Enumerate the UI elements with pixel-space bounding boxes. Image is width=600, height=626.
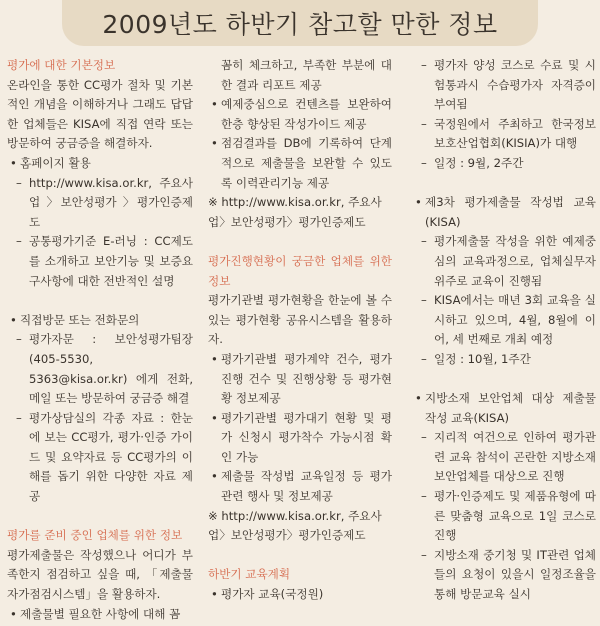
spacer [208, 546, 392, 566]
section-title-basic-info: 평가에 대한 기본정보 [7, 58, 116, 72]
bullet-checklist-cont: 꼼히 체크하고, 부족한 부분에 대한 결과 리포트 제공 [221, 58, 392, 92]
dash-third-course-desc: – 평가제출물 작성을 위한 예제중심의 교육과정으로, 업체실무자위주로 교육이 진행됨 [412, 232, 596, 291]
section-title-progress: 평가진행현황이 궁금한 업체를 위한 정보 [208, 253, 392, 288]
dash-regional-target: – 지리적 여건으로 인하여 평가관련 교육 참석이 곤란한 지방소재 보안업체를 대상으로 진행 [412, 428, 596, 487]
dash-materials: – 평가상담실의 각종 자료 : 한눈에 보는 CC평가, 평가·인증 가이드 및 요약자료 등 CC평가의 이해를 돕기 위한 다양한 자료 제공 [7, 409, 193, 507]
dash-training-schedule: – 일정 : 9월, 2주간 [412, 154, 596, 174]
bullet-evaluator-training: • 평가자 교육(국정원) [208, 585, 392, 605]
bullet-checklist: • 제출물별 필요한 사항에 대해 꼼 [7, 605, 193, 625]
dash-consulting: – 평가자문 : 보안성평가팀장(405-5530, 5363@kisa.or.kr) 에게 전화, 메일 또는 방문하여 궁금증 해결 [7, 330, 193, 408]
section-body-progress: 평가기관별 평가현황을 한눈에 볼 수 있는 평가현황 공유시스템을 활용하자. [208, 293, 392, 347]
title-banner [62, 0, 538, 46]
dash-third-course-schedule: – 일정 : 10월, 1주간 [412, 350, 596, 370]
bullet-visit-phone: • 직접방문 또는 전화문의 [7, 311, 193, 331]
section-title-preparing: 평가를 준비 중인 업체를 위한 정보 [7, 528, 183, 543]
column-1 [7, 56, 193, 624]
bullet-homepage: • 홈페이지 활용 [7, 154, 193, 174]
dash-elearning: – 공통평가기준 E-러닝 : CC제도를 소개하고 보안기능 및 보증요구사항에 대한 전반적인 설명 [7, 232, 193, 291]
dash-third-course-freq: – KISA에서는 매년 3회 교육을 실시하고 있으며, 4월, 8월에 이어, 세 번째로 개최 예정 [412, 291, 596, 350]
spacer [208, 232, 392, 252]
bullet-history: • 점검결과를 DB에 기록하여 단계적으로 제출물을 보완할 수 있도록 이력관리기능 제공 [208, 134, 392, 193]
bullet-regional-course: • 지방소재 보안업체 대상 제출물 작성 교육(KISA) [412, 389, 596, 428]
bullet-events: • 제출물 작성법 교육일정 등 평가관련 행사 및 정보제공 [208, 467, 392, 506]
section-title-education: 하반기 교육계획 [208, 567, 291, 582]
reference-note-1: ※ http://www.kisa.or.kr, 주요사업〉보안성평가〉평가인증제도 [208, 195, 382, 229]
section-body-basic-info: 온라인을 통한 CC평가 절차 및 기본적인 개념을 이해하거나 그래도 답답한 업체들은 KISA에 직접 연락 또는 방문하여 궁금증을 해결하자. [7, 77, 193, 151]
bullet-third-course: • 제3차 평가제출물 작성법 교육(KISA) [412, 193, 596, 232]
section-body-preparing: 평가제출물은 작성했으나 어디가 부족한지 점검하고 싶을 때, 「제출물자가점검시스템」을 활용하자. [7, 547, 193, 602]
dash-homepage-url: – http://www.kisa.or.kr, 주요사업 〉보안성평가 〉평가인증제도 [7, 174, 193, 233]
spacer [7, 291, 193, 311]
column-2 [208, 56, 392, 605]
dash-regional-custom: – 평가·인증제도 및 제품유형에 따른 맞춤형 교육으로 1일 코스로 진행 [412, 487, 596, 546]
dash-training-course: – 평가자 양성 코스로 수료 및 시험통과시 수습평가자 자격증이 부여됨 [412, 56, 596, 115]
spacer [412, 370, 596, 390]
spacer [412, 174, 596, 194]
column-3 [412, 56, 596, 605]
dash-regional-visit: – 지방소재 중기청 및 IT관련 업체들의 요청이 있을시 일정조율을 통해 방문교육 실시 [412, 546, 596, 605]
spacer [7, 507, 193, 527]
bullet-contracts: • 평가기관별 평가계약 건수, 평가진행 건수 및 진행상황 등 평가현황 정보제공 [208, 350, 392, 409]
dash-training-host: – 국정원에서 주최하고 한국정보보호산업협회(KISIA)가 대행 [412, 115, 596, 154]
reference-note-2: ※ http://www.kisa.or.kr, 주요사업〉보안성평가〉평가인증제도 [208, 508, 382, 543]
bullet-waiting: • 평가기관별 평가대기 현황 및 평가 신청시 평가착수 가능시점 확인 가능 [208, 409, 392, 468]
page-title: 2009년도 하반기 참고할 만한 정보 [102, 10, 498, 39]
bullet-guide: • 예제중심으로 컨텐츠를 보완하여 한층 향상된 작성가이드 제공 [208, 95, 392, 134]
